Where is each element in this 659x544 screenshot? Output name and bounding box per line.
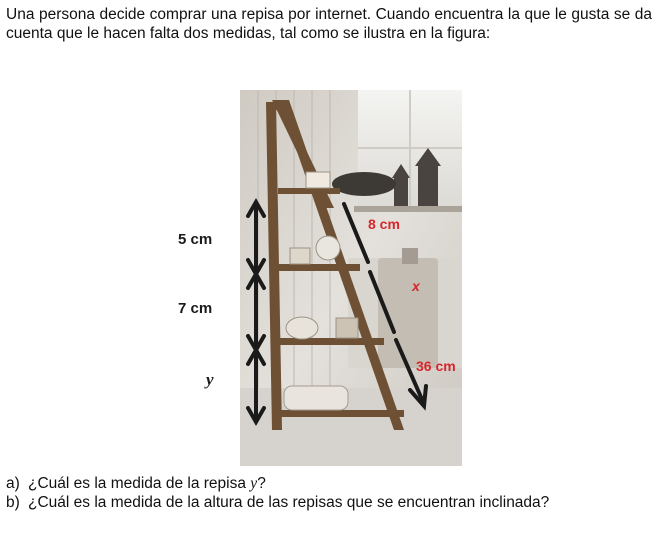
question-a-text: ¿Cuál es la medida de la repisa xyxy=(28,475,251,492)
shelf-photo-illustration xyxy=(178,88,468,466)
label-height-y: y xyxy=(206,370,214,389)
shelf-figure xyxy=(178,88,468,466)
problem-statement: Una persona decide comprar una repisa por internet. Cuando encuentra la que le gusta se da cuenta que le hacen falta dos medidas, tal como se ilustra en la figura: xyxy=(6,6,652,42)
question-list xyxy=(6,474,652,512)
label-height-middle: 7 cm xyxy=(178,300,213,317)
label-depth-top: 8 cm xyxy=(368,216,400,232)
question-a xyxy=(6,474,652,493)
folded-towels xyxy=(284,386,348,410)
question-a-end: ? xyxy=(257,475,266,492)
question-b-text: ¿Cuál es la medida de la altura de las repisas que se encuentran inclinada? xyxy=(28,494,550,511)
label-depth-bottom: 36 cm xyxy=(416,358,456,374)
plant-decor xyxy=(332,172,396,196)
label-depth-x: x xyxy=(412,278,420,294)
question-b-marker: b) xyxy=(6,494,20,511)
question-b xyxy=(6,493,652,512)
question-a-variable: y xyxy=(250,475,258,492)
question-a-marker: a) xyxy=(6,475,20,492)
label-height-top: 5 cm xyxy=(178,231,213,248)
